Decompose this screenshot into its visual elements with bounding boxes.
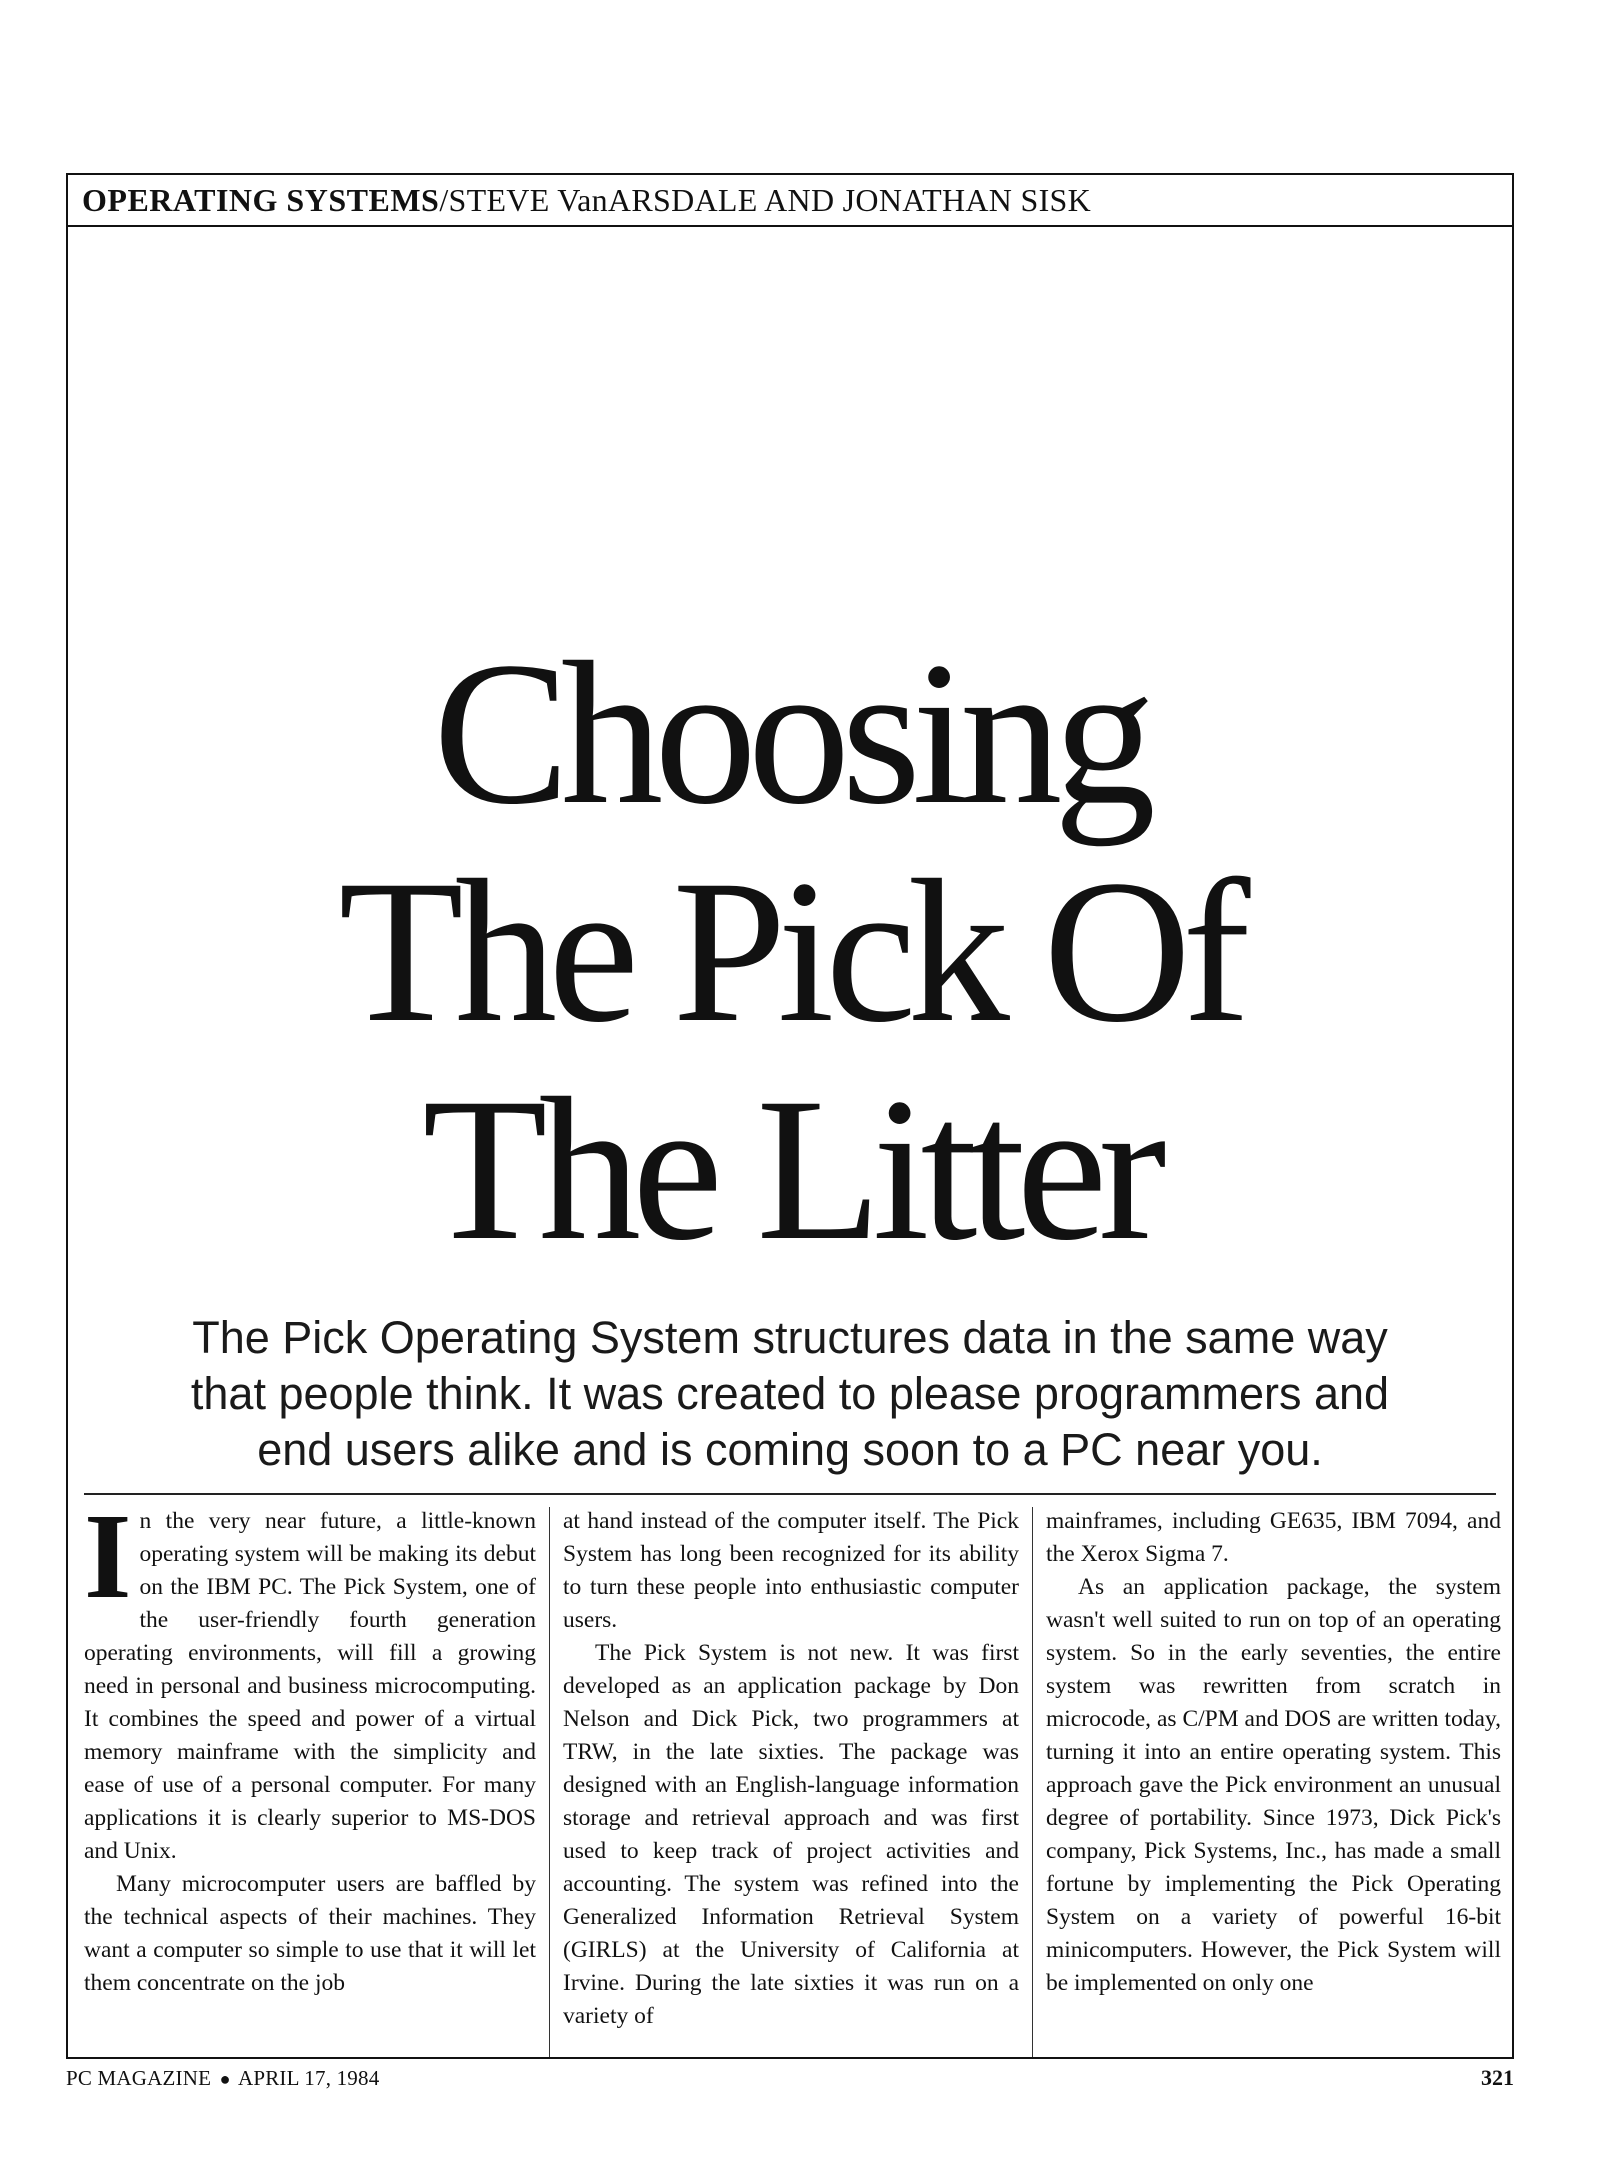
department-label: OPERATING SYSTEMS bbox=[82, 181, 440, 218]
drop-cap: I bbox=[84, 1505, 132, 1624]
body-paragraph: mainframes, including GE635, IBM 7094, and the Xerox Sigma 7. bbox=[1046, 1508, 1501, 1567]
page-footer bbox=[66, 2062, 1514, 2094]
column-divider bbox=[549, 1507, 550, 2057]
headline-line-1: Choosing bbox=[433, 620, 1147, 847]
publication-name: PC MAGAZINE bbox=[66, 2065, 212, 2090]
column-divider bbox=[1032, 1507, 1033, 2057]
body-paragraph: at hand instead of the computer itself. The Pick System has long been recognized for its ability to turn these people into enthusiastic computer users. bbox=[563, 1508, 1019, 1633]
deck-line-2: that people think. It was created to please programmers and bbox=[190, 1368, 1390, 1419]
byline: /STEVE VanARSDALE AND JONATHAN SISK bbox=[439, 181, 1092, 218]
body-column-3 bbox=[1046, 1505, 1501, 2060]
headline-line-3: The Litter bbox=[422, 1056, 1158, 1283]
issue-date: APRIL 17, 1984 bbox=[237, 2065, 380, 2090]
body-column-2 bbox=[563, 1505, 1019, 2060]
deck-line-3: end users alike and is coming soon to a PC near you. bbox=[257, 1424, 1323, 1475]
deck-line-1: The Pick Operating System structures data in the same way bbox=[192, 1312, 1388, 1363]
headline-line-2: The Pick Of bbox=[338, 838, 1242, 1065]
footer-folio bbox=[66, 2066, 379, 2091]
deck-divider bbox=[84, 1493, 1496, 1495]
body-column-1 bbox=[84, 1505, 536, 2060]
bullet-icon: ● bbox=[219, 2068, 231, 2089]
body-paragraph bbox=[84, 1505, 536, 1868]
article-frame bbox=[66, 173, 1514, 2059]
headline bbox=[68, 620, 1512, 1283]
section-header bbox=[68, 175, 1512, 227]
body-paragraph: As an application package, the system wasn't well suited to run on top of an operating system. So in the early seventies, the entire system was rewritten from scratch in microcode, as C/PM and DOS are written today, turning it into an entire operating system. This approach gave the Pick environment an unusual degree of portability. Since 1973, Dick Pick's company, Pick Systems, Inc., has made a small fortune by implementing the Pick Operating System on a variety of powerful 16-bit minicomputers. However, the Pick System will be implemented on only one bbox=[1046, 1574, 1501, 1996]
body-paragraph: Many microcomputer users are baffled by the technical aspects of their machines. They want a computer so simple to use that it will let them concentrate on the job bbox=[84, 1871, 536, 1996]
paragraph-text: n the very near future, a little-known operating system will be making its debut on the IBM PC. The Pick System, one of the user-friendly fourth generation operating environments, will fill a growing need in personal and business microcomputing. It combines the speed and power of a virtual memory mainframe with the simplicity and ease of use of a personal computer. For many applications it is clearly superior to MS-DOS and Unix. bbox=[84, 1508, 536, 1864]
page-number: 321 bbox=[1481, 2065, 1514, 2090]
deck-subtitle bbox=[108, 1310, 1472, 1478]
body-paragraph: The Pick System is not new. It was first developed as an application package by Don Nelson and Dick Pick, two programmers at TRW, in the late sixties. The package was designed with an English-language information storage and retrieval approach and was first used to keep track of project activities and accounting. The system was refined into the Generalized Information Retrieval System (GIRLS) at the University of California at Irvine. During the late sixties it was run on a variety of bbox=[563, 1640, 1019, 2029]
